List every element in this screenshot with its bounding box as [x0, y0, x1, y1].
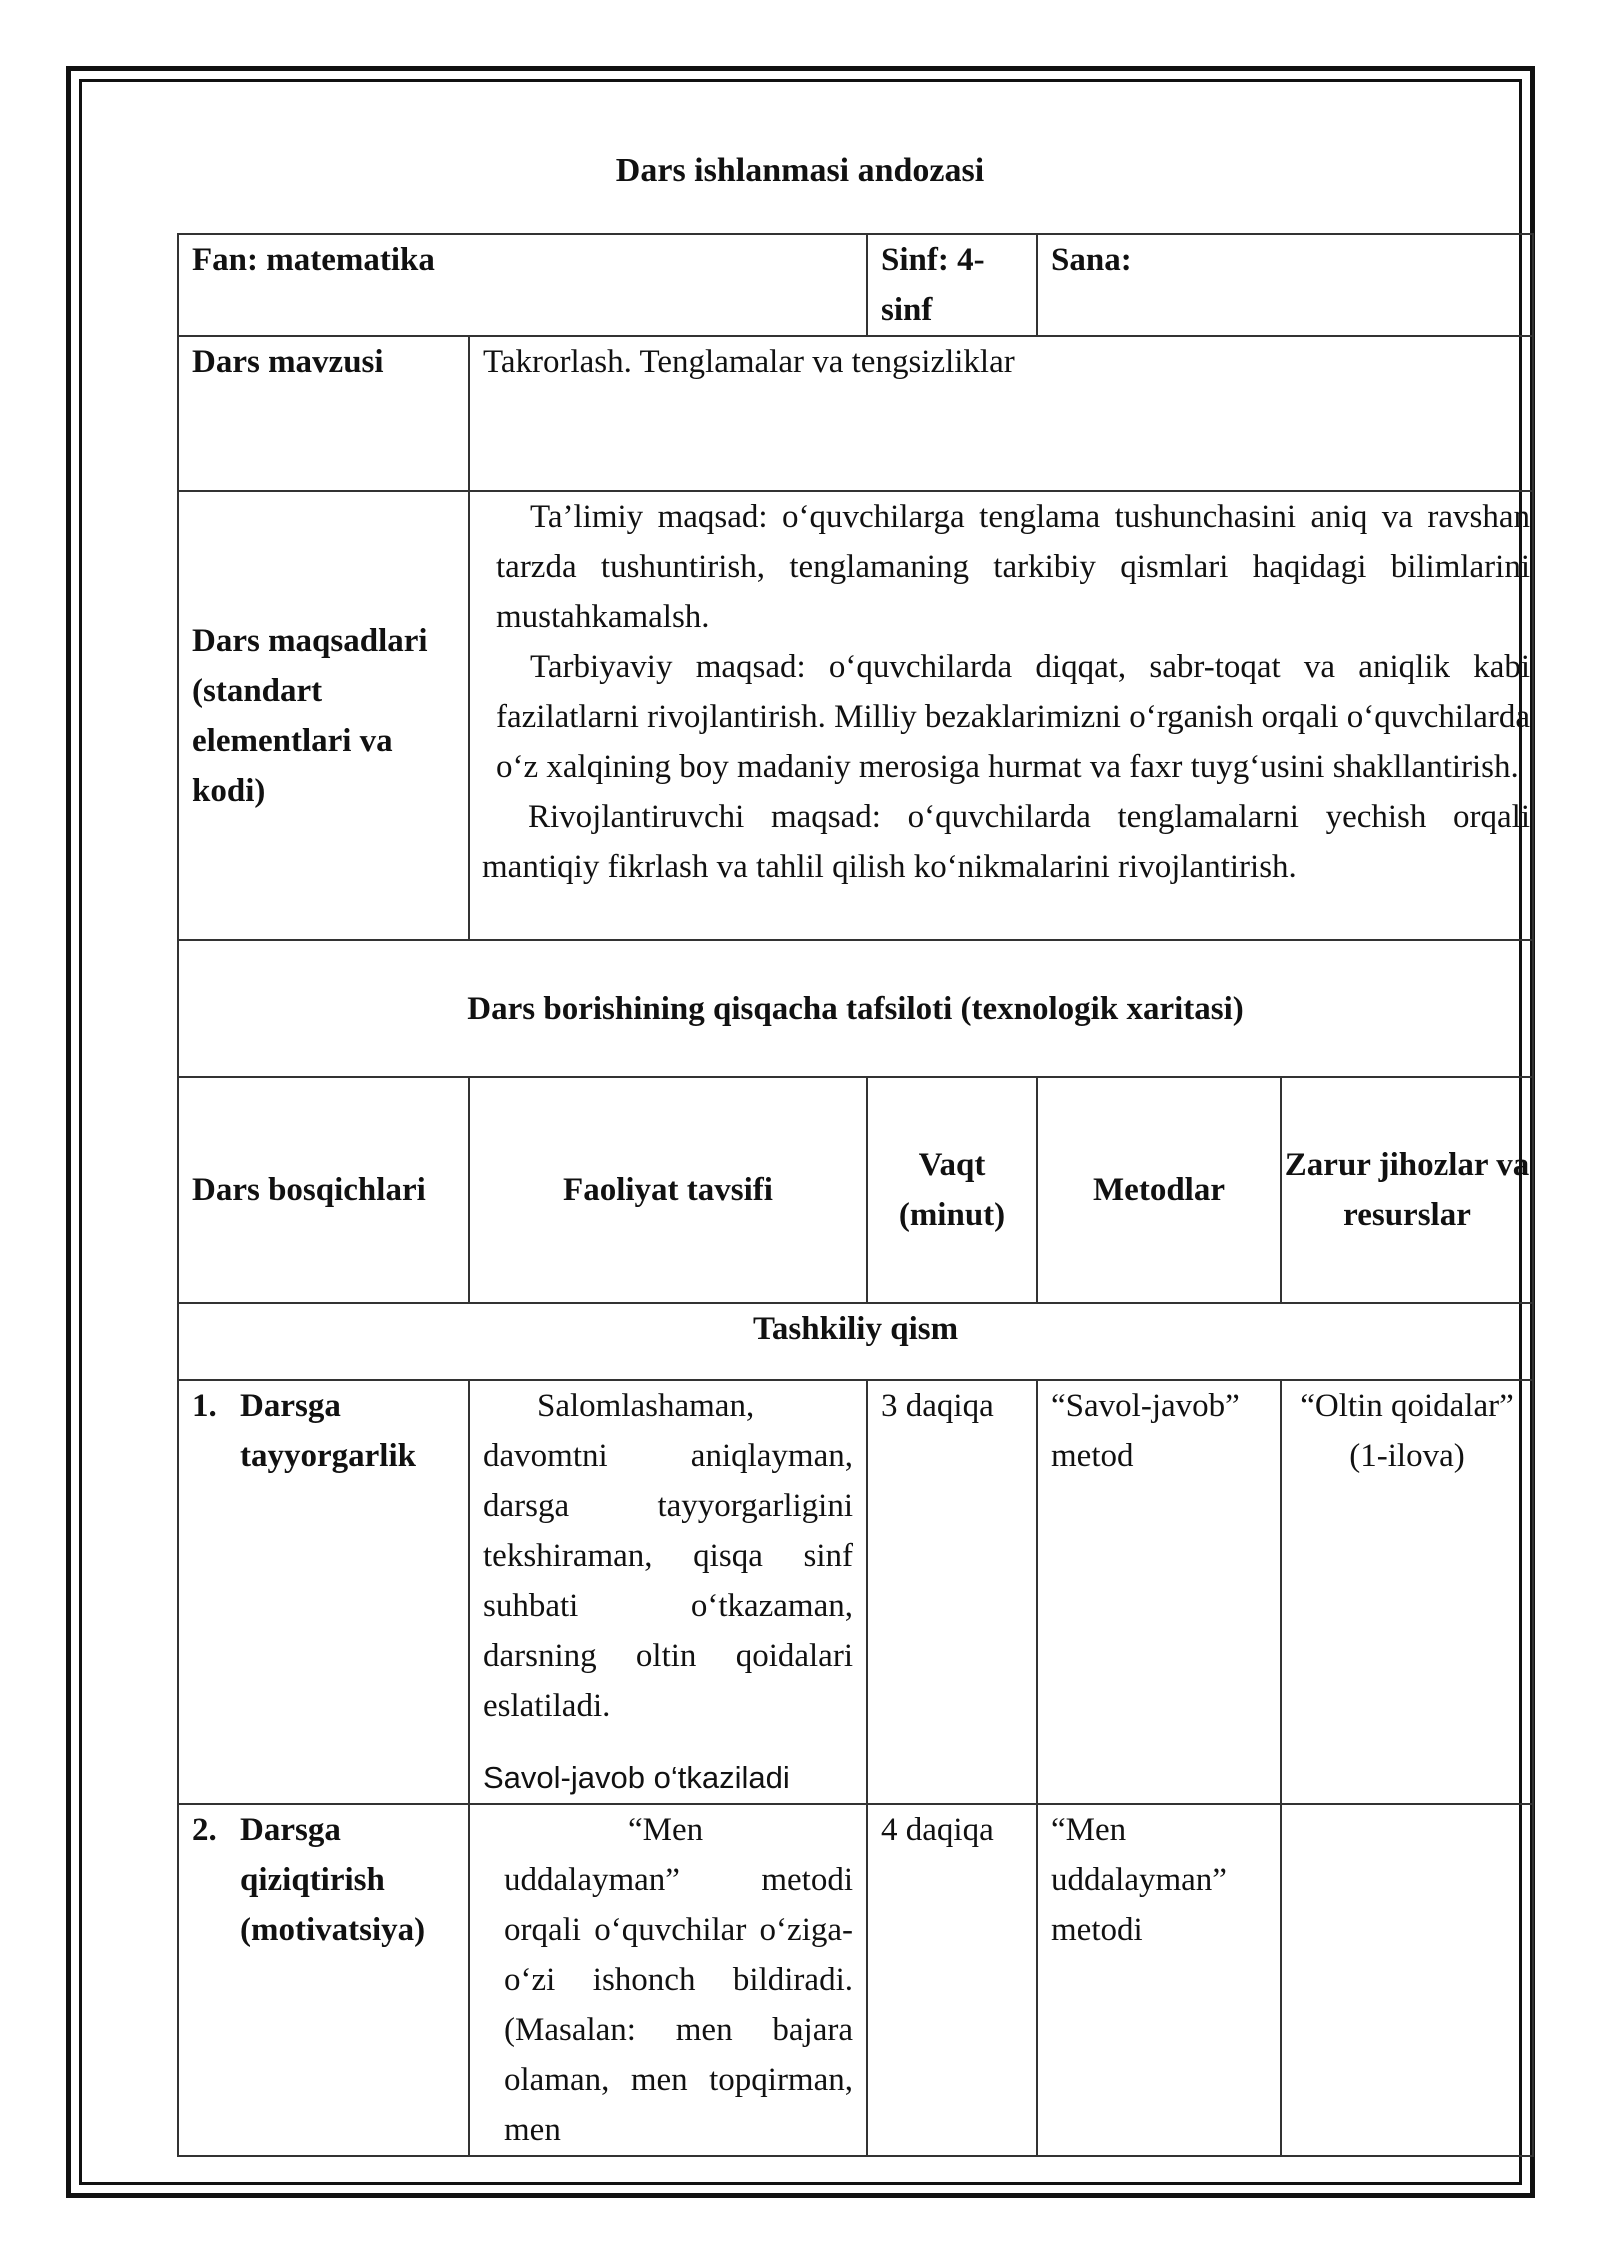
method-cell: “Men uddalayman” metodi: [1037, 1804, 1281, 2156]
column-header-row: [178, 1077, 1533, 1303]
stage-cell: [178, 1804, 469, 2156]
activity-cell: [469, 1804, 867, 2156]
col-header-time: Vaqt (minut): [867, 1077, 1037, 1303]
document-title: Dars ishlanmasi andozasi: [615, 152, 985, 189]
col-header-resources: Zarur jihozlar va resurslar: [1281, 1077, 1533, 1303]
stage-cell: [178, 1380, 469, 1804]
stage-group-row: [178, 1303, 1533, 1380]
time-cell: 4 daqiqa: [867, 1804, 1037, 2156]
lesson-plan-table: [177, 233, 1534, 2157]
header-row: [178, 234, 1533, 336]
resource-cell: [1281, 1804, 1533, 2156]
col-header-methods: Metodlar: [1037, 1077, 1281, 1303]
stage-name: Darsga qiziqtirish (motivatsiya): [240, 1812, 426, 1948]
method-cell: “Savol-javob” metod: [1037, 1380, 1281, 1804]
section-title-row: [178, 940, 1533, 1077]
topic-row: [178, 336, 1533, 491]
goals-label: Dars maqsadlari (standart elementlari va kodi): [178, 491, 469, 940]
table-row: [178, 1804, 1533, 2156]
col-header-stages: Dars bosqichlari: [178, 1077, 469, 1303]
grade-cell: Sinf: 4-sinf: [867, 234, 1037, 336]
activity-note: Savol-javob o‘tkaziladi: [483, 1760, 790, 1795]
resource-cell: “Oltin qoidalar” (1-ilova): [1281, 1380, 1533, 1804]
stage-name: Darsga tayyorgarlik: [240, 1388, 416, 1474]
stage-group-title: Tashkiliy qism: [178, 1303, 1533, 1380]
topic-label: Dars mavzusi: [178, 336, 469, 491]
activity-text: “Men uddalayman” metodi orqali o‘quvchilar o‘ziga-o‘zi ishonch bildiradi. (Masalan: men bajara olaman, men topqirman, men: [504, 1812, 853, 2148]
educational-goal: Ta’limiy maqsad: o‘quvchilarga tenglama tushunchasini aniq va ravshan tarzda tushuntirish, tenglamaning tarkibiy qismlari haqidagi bilimlarini mustahkamalsh.: [496, 499, 1531, 635]
goals-text: [469, 491, 1533, 940]
activity-cell: [469, 1380, 867, 1804]
upbringing-goal: Tarbiyaviy maqsad: o‘quvchilarda diqqat, sabr-toqat va aniqlik kabi fazilatlarni rivojlantirish. Milliy bezaklarimizni o‘rganish orqali o‘quvchilarda o‘z xalqining boy madaniy merosiga hurmat va faxr tuyg‘usini shakllantirish.: [496, 649, 1531, 785]
goals-row: [178, 491, 1533, 940]
stage-number: 1.: [192, 1388, 217, 1424]
subject-cell: Fan: matematika: [178, 234, 867, 336]
table-row: [178, 1380, 1533, 1804]
stage-number: 2.: [192, 1812, 217, 1848]
time-cell: 3 daqiqa: [867, 1380, 1037, 1804]
section-title: Dars borishining qisqacha tafsiloti (texnologik xaritasi): [178, 940, 1533, 1077]
col-header-activity: Faoliyat tavsifi: [469, 1077, 867, 1303]
activity-text: Salomlashaman, davomtni aniqlayman, darsga tayyorgarligini tekshiraman, qisqa sinf suhbati o‘tkazaman, darsning oltin qoidalari eslatiladi.: [483, 1388, 853, 1724]
topic-value: Takrorlash. Tenglamalar va tengsizliklar: [469, 336, 1533, 491]
developmental-goal: Rivojlantiruvchi maqsad: o‘quvchilarda tenglamalarni yechish orqali mantiqiy fikrlash va tahlil qilish ko‘nikmalarini rivojlantirish.: [482, 799, 1531, 885]
date-cell: Sana:: [1037, 234, 1533, 336]
